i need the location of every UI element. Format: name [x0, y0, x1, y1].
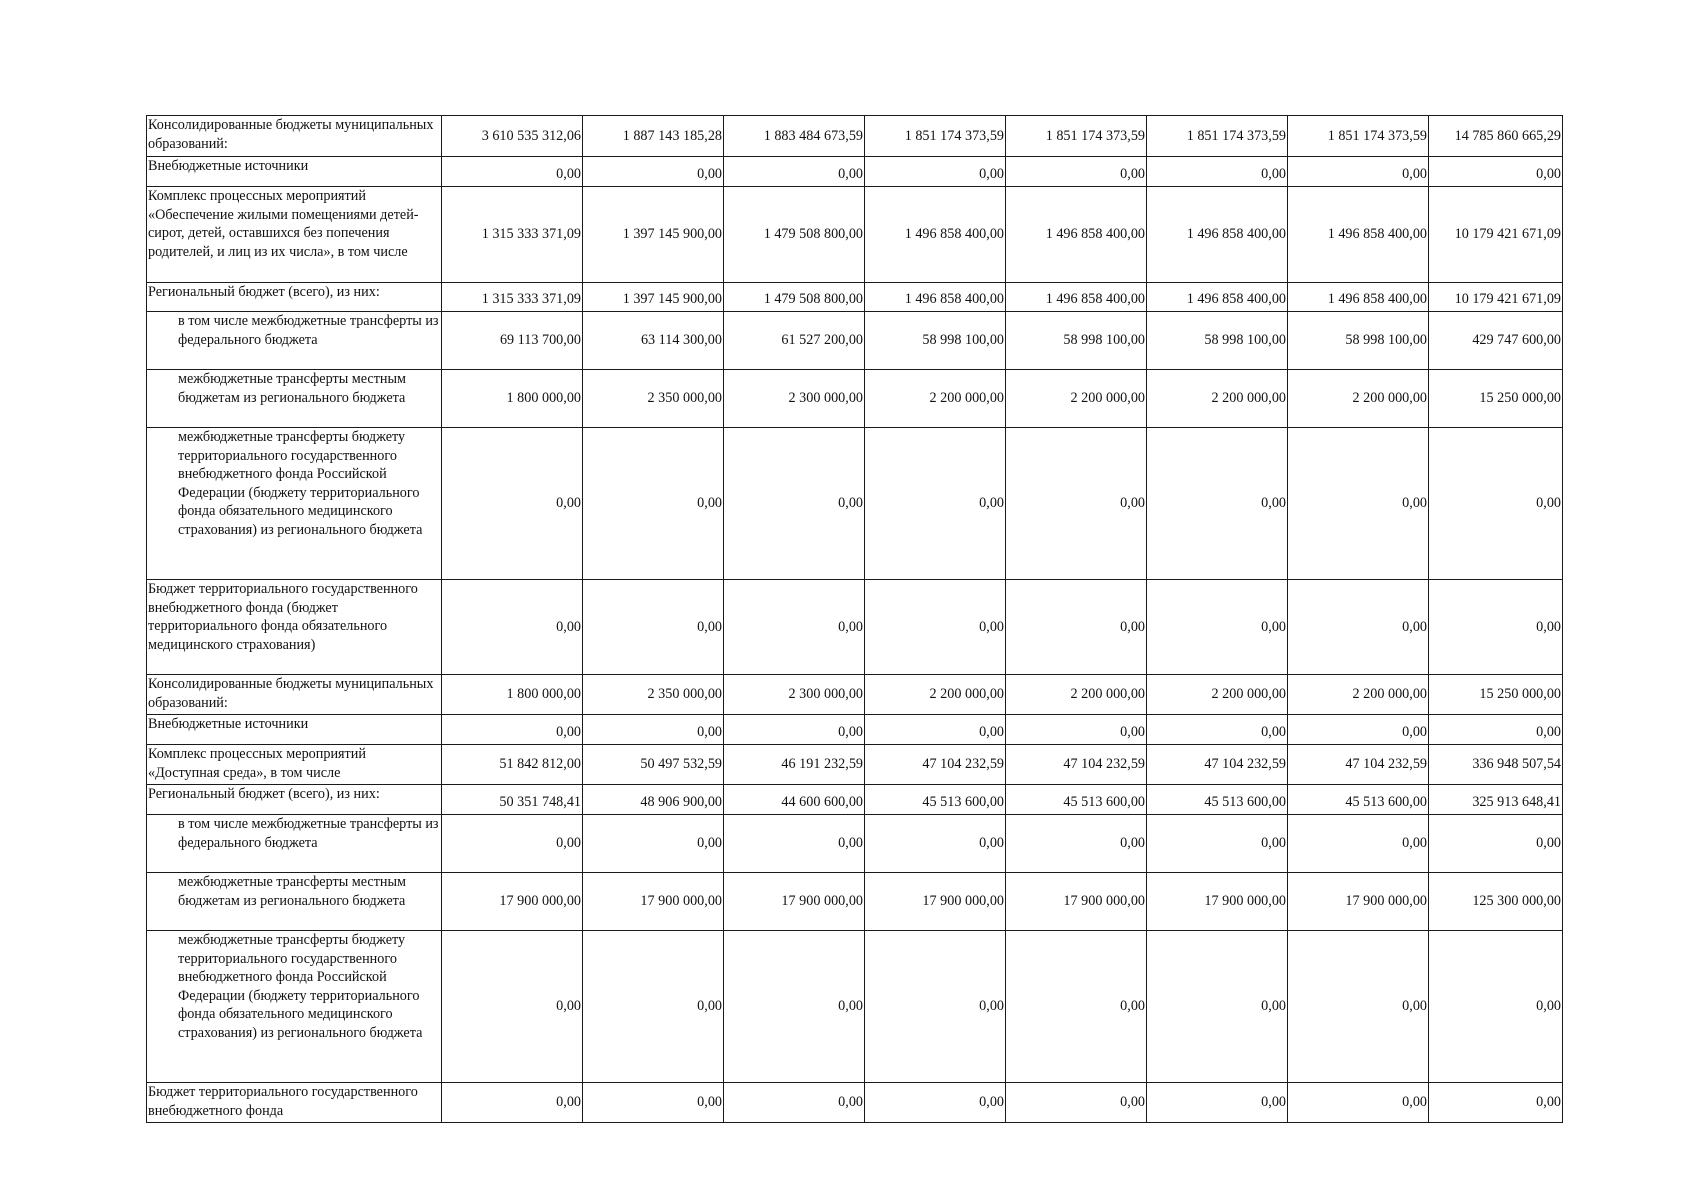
total-cell: 0,00	[1429, 157, 1563, 187]
row-label: межбюджетные трансферты бюджету территориального государственного внебюджетного фонда Российской Федерации (бюджету территориального фонда обязательного медицинского страхования) из регионального бюджета	[147, 428, 442, 580]
value-cell: 3 610 535 312,06	[442, 116, 583, 157]
value-cell: 0,00	[1006, 580, 1147, 675]
value-cell: 1 496 858 400,00	[1288, 283, 1429, 312]
value-cell: 2 200 000,00	[1006, 370, 1147, 428]
value-cell: 0,00	[1147, 715, 1288, 745]
total-cell: 0,00	[1429, 815, 1563, 873]
value-cell: 2 350 000,00	[583, 675, 724, 715]
row-label: Комплекс процессных мероприятий «Обеспечение жилыми помещениями детей-сирот, детей, оставшихся без попечения родителей, и лиц из их числа», в том числе	[147, 187, 442, 283]
value-cell: 2 200 000,00	[1288, 370, 1429, 428]
value-cell: 0,00	[583, 157, 724, 187]
value-cell: 2 200 000,00	[1288, 675, 1429, 715]
value-cell: 0,00	[583, 715, 724, 745]
value-cell: 1 397 145 900,00	[583, 187, 724, 283]
table-row	[147, 785, 1563, 815]
value-cell: 0,00	[865, 1083, 1006, 1123]
value-cell: 17 900 000,00	[724, 873, 865, 931]
value-cell: 0,00	[1006, 157, 1147, 187]
value-cell: 0,00	[1288, 715, 1429, 745]
value-cell: 0,00	[1147, 931, 1288, 1083]
value-cell: 1 851 174 373,59	[1147, 116, 1288, 157]
budget-table-body	[147, 116, 1563, 1123]
row-label: Бюджет территориального государственного внебюджетного фонда	[147, 1083, 442, 1123]
total-cell: 325 913 648,41	[1429, 785, 1563, 815]
table-row	[147, 428, 1563, 580]
value-cell: 0,00	[583, 428, 724, 580]
table-row	[147, 116, 1563, 157]
value-cell: 17 900 000,00	[865, 873, 1006, 931]
value-cell: 0,00	[865, 815, 1006, 873]
value-cell: 1 496 858 400,00	[1288, 187, 1429, 283]
value-cell: 0,00	[724, 157, 865, 187]
total-cell: 125 300 000,00	[1429, 873, 1563, 931]
total-cell: 10 179 421 671,09	[1429, 283, 1563, 312]
value-cell: 0,00	[724, 428, 865, 580]
value-cell: 0,00	[1006, 931, 1147, 1083]
value-cell: 0,00	[583, 1083, 724, 1123]
value-cell: 1 397 145 900,00	[583, 283, 724, 312]
value-cell: 0,00	[1147, 157, 1288, 187]
value-cell: 1 496 858 400,00	[1006, 187, 1147, 283]
value-cell: 1 315 333 371,09	[442, 187, 583, 283]
value-cell: 17 900 000,00	[583, 873, 724, 931]
row-label: в том числе межбюджетные трансферты из федерального бюджета	[147, 815, 442, 873]
value-cell: 1 479 508 800,00	[724, 187, 865, 283]
value-cell: 0,00	[1288, 815, 1429, 873]
value-cell: 1 496 858 400,00	[865, 187, 1006, 283]
value-cell: 0,00	[865, 157, 1006, 187]
table-row	[147, 715, 1563, 745]
row-label: Внебюджетные источники	[147, 715, 442, 745]
value-cell: 0,00	[865, 715, 1006, 745]
table-row	[147, 283, 1563, 312]
value-cell: 0,00	[442, 815, 583, 873]
row-label: в том числе межбюджетные трансферты из федерального бюджета	[147, 312, 442, 370]
value-cell: 1 479 508 800,00	[724, 283, 865, 312]
value-cell: 0,00	[865, 428, 1006, 580]
value-cell: 0,00	[1288, 428, 1429, 580]
value-cell: 0,00	[1006, 715, 1147, 745]
value-cell: 0,00	[1006, 815, 1147, 873]
total-cell: 429 747 600,00	[1429, 312, 1563, 370]
value-cell: 0,00	[442, 715, 583, 745]
value-cell: 1 496 858 400,00	[1147, 187, 1288, 283]
value-cell: 58 998 100,00	[1288, 312, 1429, 370]
value-cell: 0,00	[583, 580, 724, 675]
value-cell: 47 104 232,59	[1006, 745, 1147, 785]
value-cell: 50 497 532,59	[583, 745, 724, 785]
value-cell: 0,00	[583, 931, 724, 1083]
value-cell: 45 513 600,00	[1006, 785, 1147, 815]
value-cell: 44 600 600,00	[724, 785, 865, 815]
total-cell: 10 179 421 671,09	[1429, 187, 1563, 283]
value-cell: 0,00	[1147, 815, 1288, 873]
value-cell: 1 496 858 400,00	[865, 283, 1006, 312]
value-cell: 0,00	[442, 931, 583, 1083]
row-label: межбюджетные трансферты бюджету территориального государственного внебюджетного фонда Российской Федерации (бюджету территориального фонда обязательного медицинского страхования) из регионального бюджета	[147, 931, 442, 1083]
value-cell: 47 104 232,59	[1288, 745, 1429, 785]
row-label: Консолидированные бюджеты муниципальных образований:	[147, 675, 442, 715]
value-cell: 0,00	[583, 815, 724, 873]
value-cell: 0,00	[865, 580, 1006, 675]
row-label: межбюджетные трансферты местным бюджетам из регионального бюджета	[147, 370, 442, 428]
value-cell: 50 351 748,41	[442, 785, 583, 815]
table-row	[147, 675, 1563, 715]
total-cell: 15 250 000,00	[1429, 675, 1563, 715]
value-cell: 1 883 484 673,59	[724, 116, 865, 157]
value-cell: 2 300 000,00	[724, 675, 865, 715]
value-cell: 0,00	[724, 1083, 865, 1123]
value-cell: 17 900 000,00	[1006, 873, 1147, 931]
table-row	[147, 370, 1563, 428]
value-cell: 63 114 300,00	[583, 312, 724, 370]
value-cell: 2 200 000,00	[1147, 675, 1288, 715]
value-cell: 47 104 232,59	[865, 745, 1006, 785]
total-cell: 15 250 000,00	[1429, 370, 1563, 428]
value-cell: 58 998 100,00	[1147, 312, 1288, 370]
value-cell: 0,00	[442, 580, 583, 675]
value-cell: 1 496 858 400,00	[1006, 283, 1147, 312]
total-cell: 0,00	[1429, 1083, 1563, 1123]
table-row	[147, 312, 1563, 370]
value-cell: 0,00	[865, 931, 1006, 1083]
value-cell: 0,00	[442, 428, 583, 580]
table-row	[147, 815, 1563, 873]
budget-table	[146, 115, 1563, 1123]
value-cell: 0,00	[442, 157, 583, 187]
value-cell: 0,00	[1288, 1083, 1429, 1123]
total-cell: 336 948 507,54	[1429, 745, 1563, 785]
value-cell: 17 900 000,00	[1147, 873, 1288, 931]
value-cell: 0,00	[724, 815, 865, 873]
value-cell: 51 842 812,00	[442, 745, 583, 785]
value-cell: 0,00	[1288, 931, 1429, 1083]
value-cell: 2 200 000,00	[865, 370, 1006, 428]
value-cell: 0,00	[1288, 157, 1429, 187]
value-cell: 2 200 000,00	[865, 675, 1006, 715]
row-label: Бюджет территориального государственного внебюджетного фонда (бюджет территориального фонда обязательного медицинского страхования)	[147, 580, 442, 675]
value-cell: 0,00	[1006, 428, 1147, 580]
value-cell: 48 906 900,00	[583, 785, 724, 815]
value-cell: 0,00	[442, 1083, 583, 1123]
total-cell: 0,00	[1429, 931, 1563, 1083]
value-cell: 1 851 174 373,59	[865, 116, 1006, 157]
value-cell: 17 900 000,00	[442, 873, 583, 931]
table-row	[147, 187, 1563, 283]
total-cell: 14 785 860 665,29	[1429, 116, 1563, 157]
value-cell: 0,00	[1006, 1083, 1147, 1123]
value-cell: 0,00	[1147, 1083, 1288, 1123]
value-cell: 58 998 100,00	[865, 312, 1006, 370]
row-label: Консолидированные бюджеты муниципальных образований:	[147, 116, 442, 157]
value-cell: 58 998 100,00	[1006, 312, 1147, 370]
table-row	[147, 745, 1563, 785]
value-cell: 1 496 858 400,00	[1147, 283, 1288, 312]
row-label: Региональный бюджет (всего), из них:	[147, 785, 442, 815]
table-row	[147, 157, 1563, 187]
value-cell: 47 104 232,59	[1147, 745, 1288, 785]
value-cell: 45 513 600,00	[865, 785, 1006, 815]
total-cell: 0,00	[1429, 580, 1563, 675]
row-label: межбюджетные трансферты местным бюджетам из регионального бюджета	[147, 873, 442, 931]
value-cell: 45 513 600,00	[1147, 785, 1288, 815]
value-cell: 1 800 000,00	[442, 370, 583, 428]
value-cell: 45 513 600,00	[1288, 785, 1429, 815]
value-cell: 1 800 000,00	[442, 675, 583, 715]
table-row	[147, 1083, 1563, 1123]
value-cell: 0,00	[1147, 428, 1288, 580]
value-cell: 1 887 143 185,28	[583, 116, 724, 157]
table-row	[147, 931, 1563, 1083]
value-cell: 1 851 174 373,59	[1288, 116, 1429, 157]
value-cell: 1 315 333 371,09	[442, 283, 583, 312]
value-cell: 0,00	[724, 931, 865, 1083]
value-cell: 2 200 000,00	[1006, 675, 1147, 715]
value-cell: 2 300 000,00	[724, 370, 865, 428]
value-cell: 2 200 000,00	[1147, 370, 1288, 428]
value-cell: 61 527 200,00	[724, 312, 865, 370]
row-label: Региональный бюджет (всего), из них:	[147, 283, 442, 312]
total-cell: 0,00	[1429, 715, 1563, 745]
value-cell: 46 191 232,59	[724, 745, 865, 785]
value-cell: 1 851 174 373,59	[1006, 116, 1147, 157]
value-cell: 2 350 000,00	[583, 370, 724, 428]
value-cell: 0,00	[724, 715, 865, 745]
value-cell: 69 113 700,00	[442, 312, 583, 370]
value-cell: 0,00	[1147, 580, 1288, 675]
table-row	[147, 580, 1563, 675]
row-label: Внебюджетные источники	[147, 157, 442, 187]
value-cell: 0,00	[1288, 580, 1429, 675]
row-label: Комплекс процессных мероприятий «Доступная среда», в том числе	[147, 745, 442, 785]
table-row	[147, 873, 1563, 931]
value-cell: 0,00	[724, 580, 865, 675]
total-cell: 0,00	[1429, 428, 1563, 580]
value-cell: 17 900 000,00	[1288, 873, 1429, 931]
